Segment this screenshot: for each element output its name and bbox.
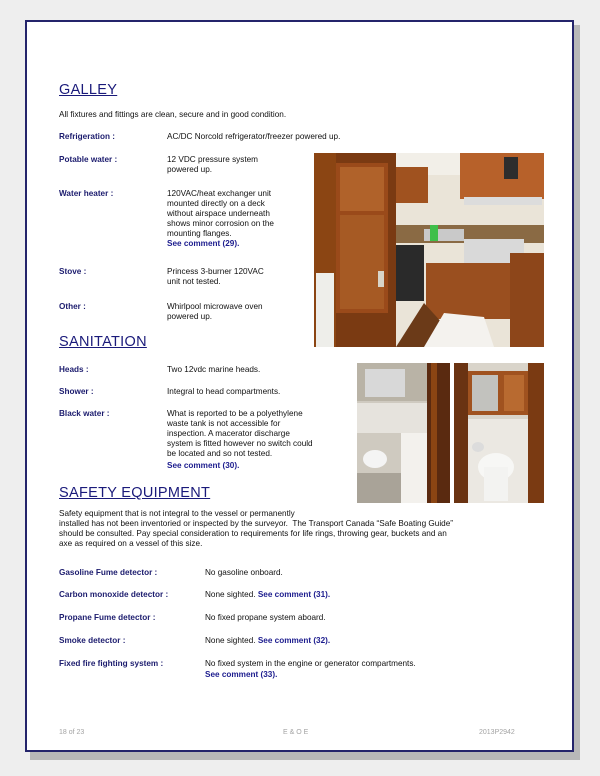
gasoline-fume-value: No gasoline onboard.	[205, 568, 283, 577]
other-label: Other :	[59, 302, 86, 311]
shower-label: Shower :	[59, 387, 94, 396]
carbon-monoxide-value	[205, 590, 330, 600]
carbon-monoxide-text: None sighted.	[205, 590, 258, 599]
smoke-detector-text: None sighted.	[205, 636, 258, 645]
head-photo-left	[357, 363, 450, 503]
sanitation-heading: SANITATION	[59, 334, 147, 350]
galley-heading: GALLEY	[59, 82, 118, 98]
footer-file-number: 2013P2942	[479, 729, 515, 736]
safety-intro: Safety equipment that is not integral to the vessel or permanently installed has not been inventoried or inspected by the surveyor. The Transport Canada “Safe Boating Guide” should be consulted. Pay special consideration to requirements for life rings, throwing gear, buckets and an axe as required on a vessel of this size.	[59, 509, 453, 548]
fixed-fire-label: Fixed fire fighting system :	[59, 659, 164, 668]
refrigeration-value: AC/DC Norcold refrigerator/freezer powered up.	[167, 132, 341, 141]
footer-page-number: 18 of 23	[59, 729, 85, 736]
safety-heading: SAFETY EQUIPMENT	[59, 485, 211, 501]
smoke-detector-comment-link[interactable]: See comment (32).	[257, 636, 331, 645]
propane-fume-label: Propane Fume detector :	[59, 613, 156, 622]
propane-fume-value: No fixed propane system aboard.	[205, 613, 326, 622]
black-water-value: What is reported to be a polyethylene waste tank is not accessible for inspection. A macerator discharge system is fitted however no switch could be located and so not tested.	[167, 409, 313, 458]
head-photo-right	[454, 363, 544, 503]
black-water-label: Black water :	[59, 409, 110, 418]
smoke-detector-value	[205, 636, 330, 646]
fixed-fire-value: No fixed system in the engine or generator compartments.	[205, 659, 416, 668]
gasoline-fume-label: Gasoline Fume detector :	[59, 568, 158, 577]
shower-value: Integral to head compartments.	[167, 387, 281, 396]
footer-disclaimer: E & O E	[283, 729, 309, 736]
carbon-monoxide-comment-link[interactable]: See comment (31).	[257, 590, 331, 599]
water-heater-value: 120VAC/heat exchanger unit mounted directly on a deck without airspace underneath shows minor corrosion on the mounting flanges.	[167, 189, 274, 238]
other-value: Whirlpool microwave oven powered up.	[167, 302, 263, 321]
heads-value: Two 12vdc marine heads.	[167, 365, 261, 374]
smoke-detector-label: Smoke detector :	[59, 636, 126, 645]
galley-photo	[314, 153, 544, 347]
water-heater-comment-link[interactable]: See comment (29).	[167, 239, 240, 248]
fixed-fire-comment-link[interactable]: See comment (33).	[205, 670, 278, 679]
black-water-comment-link[interactable]: See comment (30).	[167, 461, 240, 470]
stove-label: Stove :	[59, 267, 87, 276]
carbon-monoxide-label: Carbon monoxide detector :	[59, 590, 169, 599]
water-heater-label: Water heater :	[59, 189, 114, 198]
refrigeration-label: Refrigeration :	[59, 132, 115, 141]
potable-water-label: Potable water :	[59, 155, 118, 164]
potable-water-value: 12 VDC pressure system powered up.	[167, 155, 259, 174]
stove-value: Princess 3-burner 120VAC unit not tested.	[167, 267, 264, 286]
galley-intro: All fixtures and fittings are clean, secure and in good condition.	[59, 110, 287, 119]
document-page	[25, 20, 574, 752]
heads-label: Heads :	[59, 365, 89, 374]
